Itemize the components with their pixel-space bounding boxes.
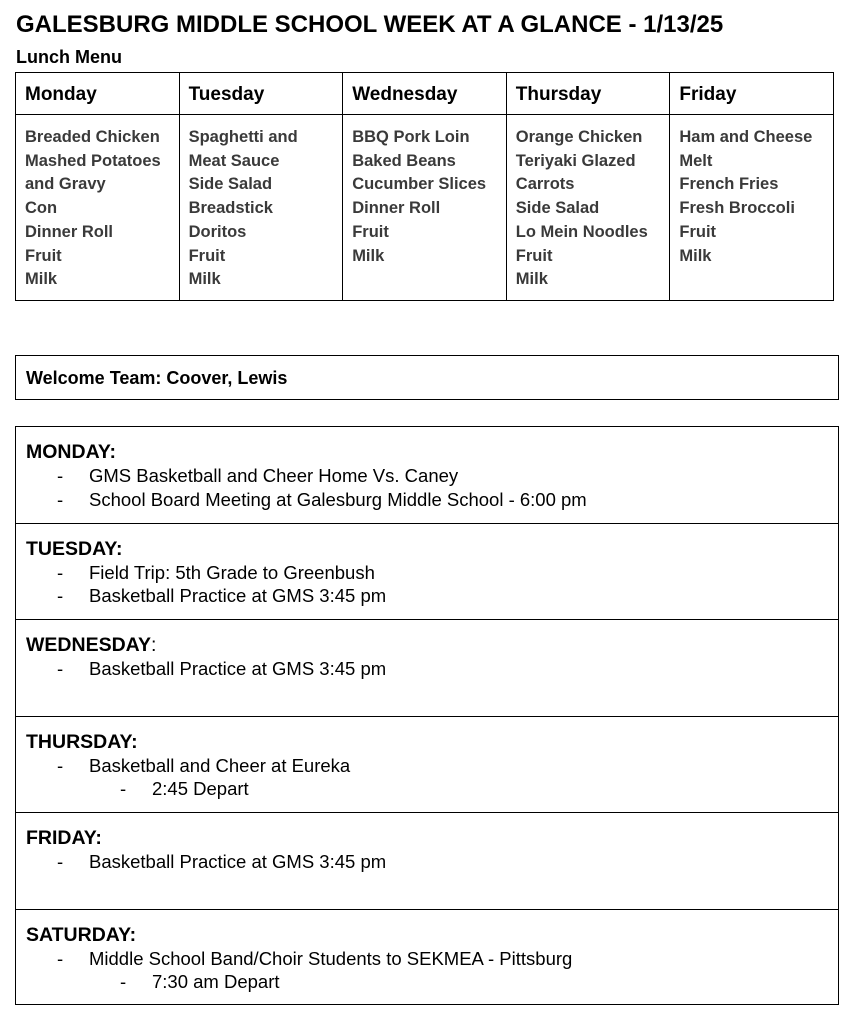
event-text: Field Trip: 5th Grade to Greenbush (89, 561, 375, 583)
lunch-cell-wednesday (343, 115, 507, 301)
sub-event-text: 2:45 Depart (152, 778, 249, 799)
event-text: Basketball and Cheer at Eureka (89, 754, 351, 776)
lunch-items-row (16, 115, 834, 301)
day-heading: FRIDAY (26, 827, 96, 849)
bullet-dash: - (57, 754, 64, 776)
lunch-cell-tuesday (179, 115, 343, 301)
lunch-cell-monday (16, 115, 180, 301)
menu-item: Cucumber Slices (352, 175, 487, 194)
lunch-header-thursday: Thursday (506, 73, 670, 115)
event-item (26, 464, 828, 488)
day-wednesday (16, 620, 838, 717)
lunch-menu-label: Lunch Menu (16, 47, 122, 67)
menu-item: Con (25, 199, 58, 218)
menu-item: Dinner Roll (352, 199, 441, 218)
menu-item: Milk (352, 246, 385, 265)
menu-item: Milk (679, 246, 712, 265)
menu-item: Fresh Broccoli (679, 199, 795, 218)
menu-item: Orange Chicken (515, 128, 643, 146)
bullet-dash: - (57, 658, 64, 679)
event-item (26, 850, 828, 874)
page-title: GALESBURG MIDDLE SCHOOL WEEK AT A GLANCE - 1/13/25 (16, 11, 724, 38)
bullet-dash: - (57, 465, 64, 486)
menu-item: Ham and Cheese (679, 128, 813, 146)
lunch-header-monday: Monday (16, 73, 180, 115)
lunch-header-wednesday: Wednesday (343, 73, 507, 115)
menu-item: Side Salad (188, 175, 273, 194)
event-item (26, 561, 828, 585)
bullet-dash: - (57, 488, 64, 510)
day-heading: THURSDAY (26, 730, 132, 753)
day-heading-colon: : (109, 441, 116, 463)
event-text: GMS Basketball and Cheer Home Vs. Caney (89, 465, 459, 486)
bullet-dash: - (57, 947, 64, 969)
welcome-team: Welcome Team: Coover, Lewis (15, 355, 839, 400)
menu-item: Mashed Potatoes (25, 151, 161, 170)
menu-item: Side Salad (515, 199, 600, 218)
event-text: Middle School Band/Choir Students to SEKMEA - Pittsburg (89, 947, 573, 969)
day-heading-colon: : (150, 634, 157, 656)
lunch-header-friday: Friday (670, 73, 834, 115)
day-friday (16, 813, 838, 910)
event-item (26, 947, 828, 971)
day-tuesday (16, 524, 838, 621)
menu-item: Fruit (25, 246, 62, 265)
menu-item: Lo Mein Noodles (515, 222, 648, 241)
lunch-menu-table (15, 72, 834, 301)
menu-item: Breadstick (188, 199, 273, 218)
event-text: Basketball Practice at GMS 3:45 pm (89, 658, 387, 679)
menu-item: Dinner Roll (25, 222, 114, 241)
event-text: School Board Meeting at Galesburg Middle School - 6:00 pm (89, 488, 587, 510)
sub-event-item (26, 970, 828, 994)
day-heading: SATURDAY (26, 923, 130, 946)
day-heading: WEDNESDAY (26, 634, 151, 656)
menu-item: and Gravy (25, 175, 106, 194)
lunch-header-tuesday: Tuesday (179, 73, 343, 115)
menu-item: French Fries (679, 175, 779, 194)
menu-item: Spaghetti and (188, 128, 298, 146)
menu-item: Doritos (188, 222, 247, 241)
menu-item: Carrots (515, 175, 575, 194)
bullet-dash: - (120, 778, 127, 799)
menu-item: Melt (679, 151, 713, 170)
menu-item: Fruit (188, 246, 226, 265)
bullet-dash: - (57, 585, 64, 606)
event-item (26, 754, 828, 778)
menu-item: Fruit (679, 222, 717, 241)
day-heading: MONDAY (26, 441, 110, 463)
event-text: Basketball Practice at GMS 3:45 pm (89, 851, 387, 872)
sub-event-text: 7:30 am Depart (152, 971, 280, 992)
lunch-cell-friday (670, 115, 834, 301)
sub-event-item (26, 777, 828, 801)
menu-item: Fruit (352, 222, 389, 241)
bullet-dash: - (57, 561, 64, 583)
bullet-dash: - (57, 851, 64, 872)
menu-item: Milk (25, 270, 58, 289)
day-heading-colon: : (129, 923, 137, 946)
lunch-header-row (16, 73, 834, 115)
event-item (26, 657, 828, 681)
menu-item: Milk (188, 270, 221, 289)
day-thursday (16, 717, 838, 814)
menu-item: Teriyaki Glazed (515, 151, 636, 170)
day-heading-colon: : (115, 537, 123, 560)
event-text: Basketball Practice at GMS 3:45 pm (89, 585, 387, 606)
menu-item: Milk (515, 270, 548, 289)
day-heading-colon: : (95, 827, 102, 849)
day-heading: TUESDAY (26, 537, 116, 560)
menu-item: Fruit (515, 246, 553, 265)
weekly-schedule (15, 426, 839, 1005)
bullet-dash: - (120, 971, 127, 992)
menu-item: Breaded Chicken (25, 128, 160, 146)
event-item (26, 584, 828, 608)
menu-item: BBQ Pork Loin (352, 128, 470, 146)
day-monday (16, 427, 838, 524)
menu-item: Meat Sauce (188, 151, 280, 170)
day-saturday (16, 910, 838, 1007)
day-heading-colon: : (131, 730, 138, 753)
event-item (26, 488, 828, 512)
menu-item: Baked Beans (352, 151, 456, 170)
lunch-cell-thursday (506, 115, 670, 301)
